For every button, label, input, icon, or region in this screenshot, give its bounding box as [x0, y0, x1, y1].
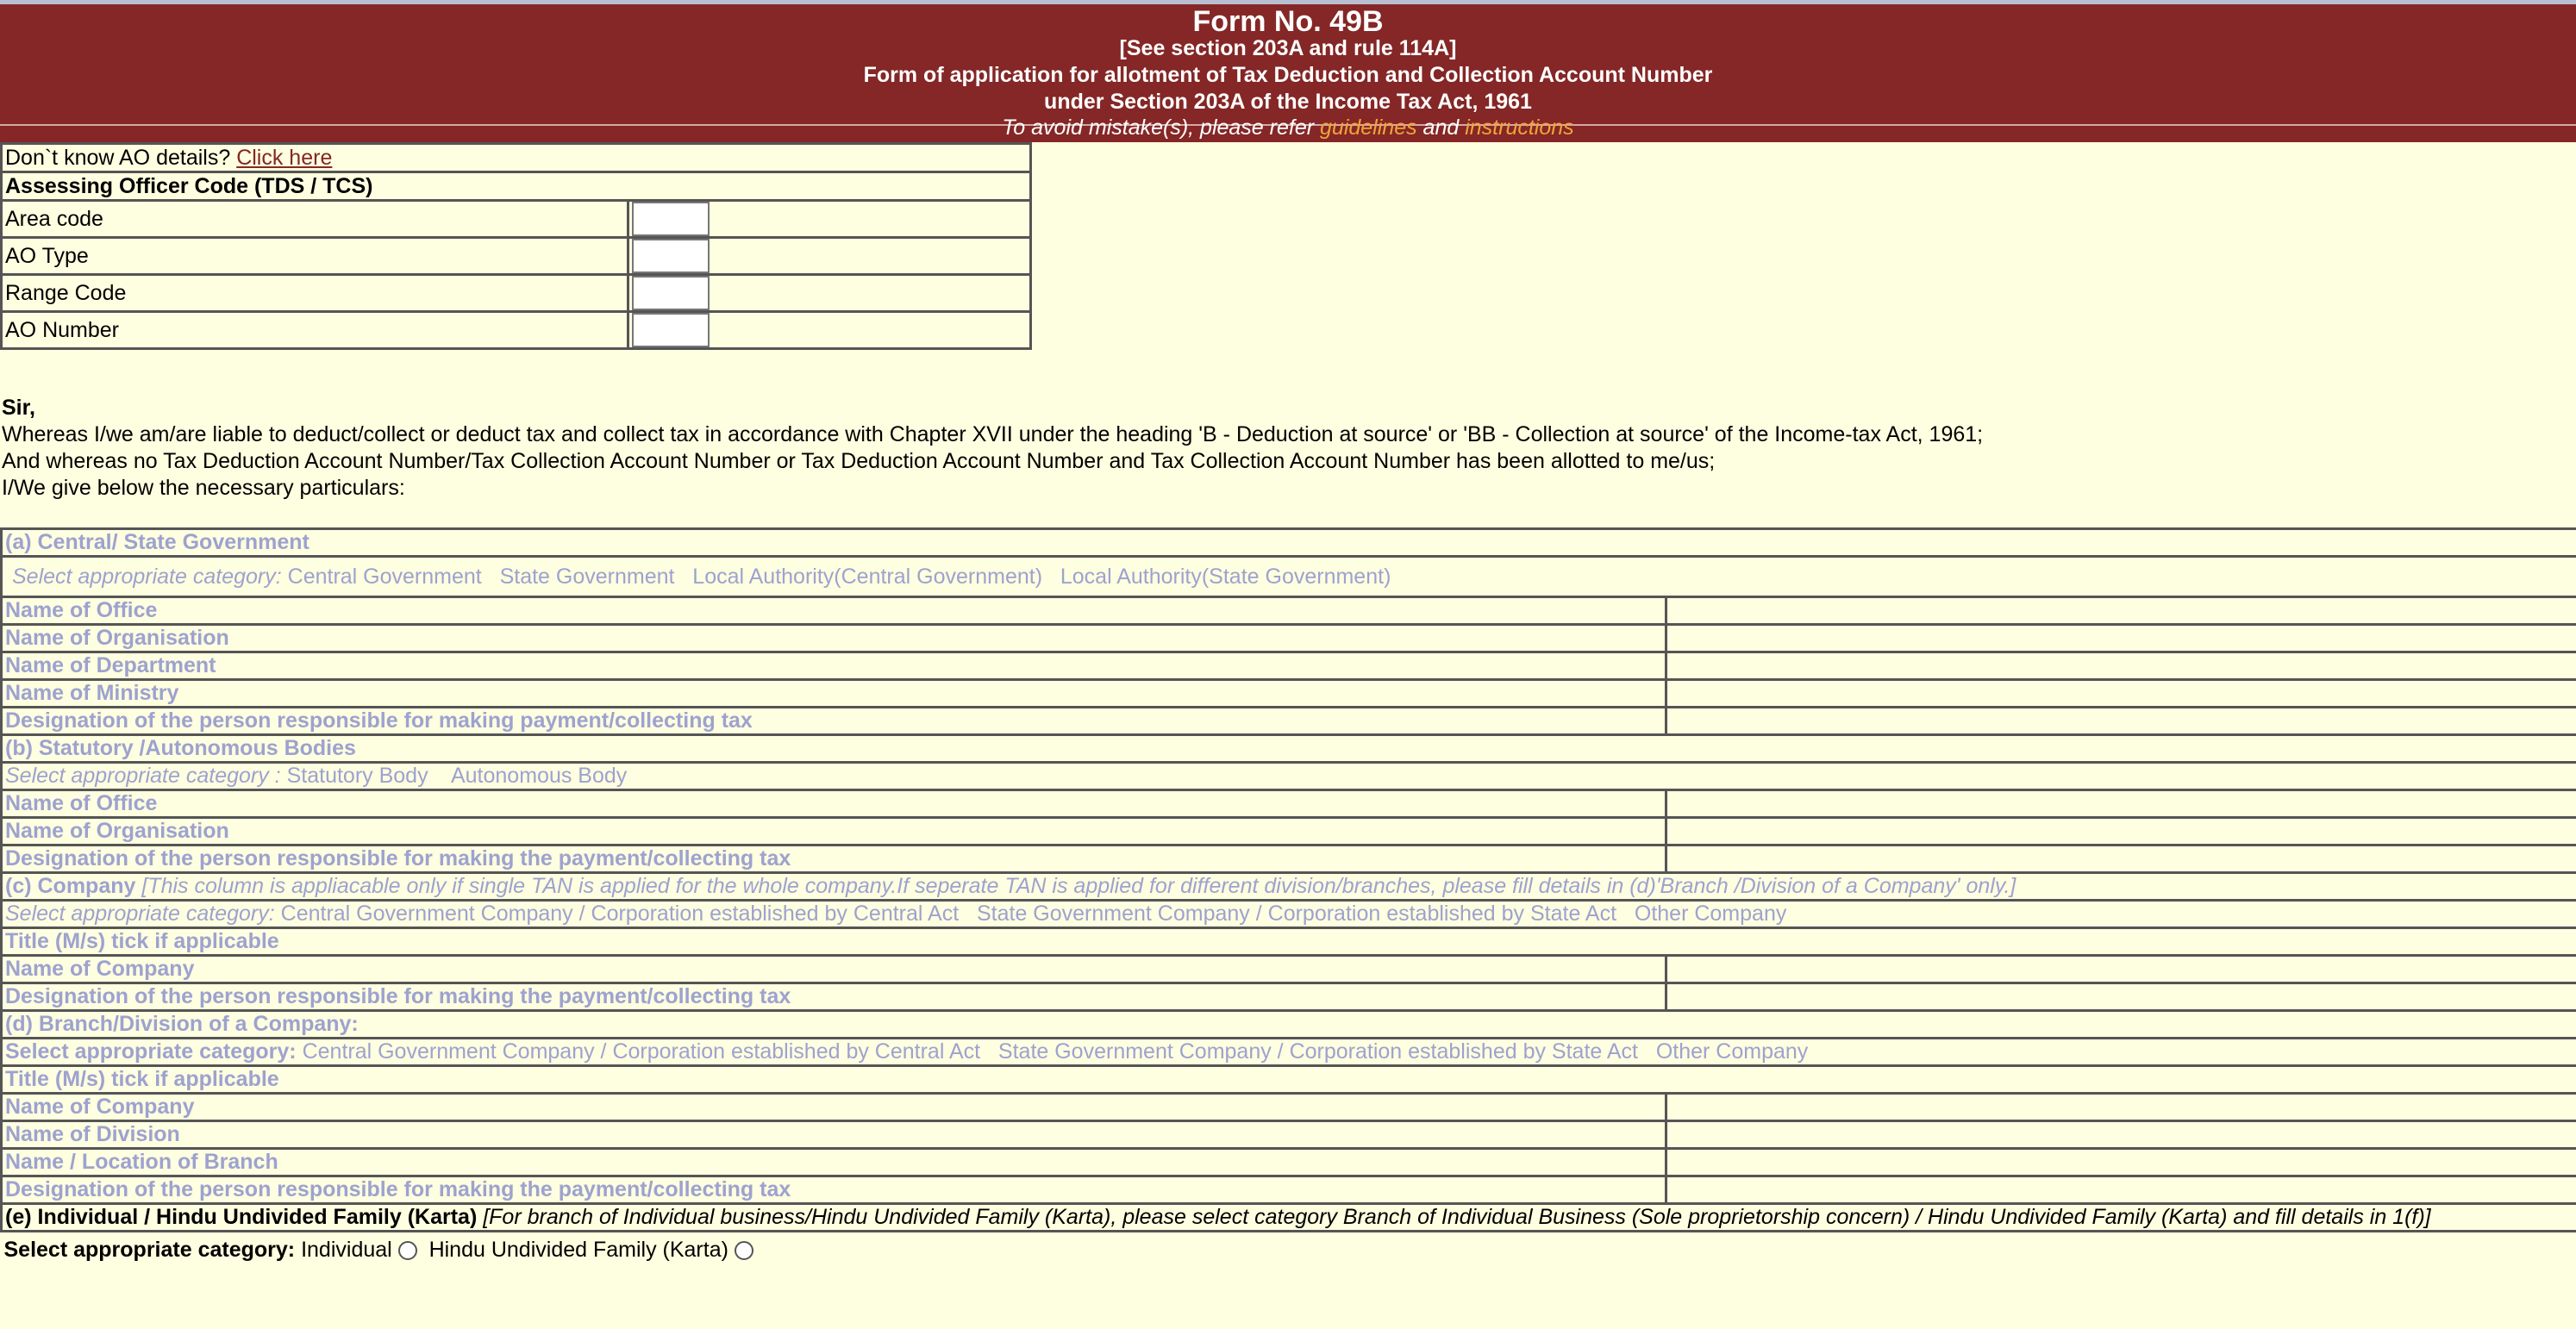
note-mid: and	[1416, 115, 1466, 140]
sec-d-division-label: Name of Division	[2, 1121, 1666, 1149]
section-c-category	[2, 901, 2576, 928]
section-a-category	[2, 557, 2576, 597]
note-prefix: To avoid mistake(s), please refer	[1002, 115, 1321, 140]
section-e-category-label: Select appropriate category:	[3, 1237, 296, 1262]
instructions-link[interactable]: instructions	[1465, 115, 1574, 140]
sec-b-designation-input[interactable]	[1666, 845, 2576, 873]
sec-c-company-label: Name of Company	[2, 956, 1666, 983]
ao-type-input[interactable]	[632, 239, 710, 273]
sec-a-organisation-input[interactable]	[1666, 625, 2576, 652]
sec-a-organisation-label: Name of Organisation	[2, 625, 1666, 652]
sec-b-designation-label: Designation of the person responsible for making the payment/collecting tax	[2, 845, 1666, 873]
sec-b-office-input[interactable]	[1666, 790, 2576, 818]
section-d-category	[2, 1039, 2576, 1066]
sec-a-ministry-input[interactable]	[1666, 680, 2576, 708]
ao-number-label: AO Number	[2, 312, 628, 349]
section-d-category-label: Select appropriate category:	[5, 1039, 297, 1064]
section-e-note: [For branch of Individual business/Hindu Undivided Family (Karta), please select category Branch of Individual Business (Sole proprietorship concern) / Hindu Undivided Family (Karta) and fill details in 1(f)]	[483, 1205, 2431, 1229]
sec-a-office-input[interactable]	[1666, 597, 2576, 625]
section-a-category-label: Select appropriate category:	[12, 564, 282, 589]
ao-code-table	[0, 142, 1032, 350]
section-b-category-options[interactable]: Statutory Body Autonomous Body	[286, 764, 628, 788]
form-subtitle-description: Form of application for allotment of Tax Deduction and Collection Account Number	[863, 63, 1713, 87]
particulars-table	[0, 527, 2576, 1267]
sec-d-branch-label: Name / Location of Branch	[2, 1149, 1666, 1176]
section-c-category-label: Select appropriate category:	[5, 902, 275, 926]
form-header	[0, 4, 2576, 142]
form-title: Form No. 49B	[1192, 5, 1384, 38]
sec-d-designation-label: Designation of the person responsible for making the payment/collecting tax	[2, 1176, 1666, 1204]
section-c-title-hint[interactable]: (M/s) tick if applicable	[54, 929, 279, 953]
sec-d-designation-input[interactable]	[1666, 1176, 2576, 1204]
section-b-category-label: Select appropriate category :	[5, 764, 281, 788]
sec-b-organisation-label: Name of Organisation	[2, 818, 1666, 845]
intro-line-1: Whereas I/we am/are liable to deduct/collect or deduct tax and collect tax in accordance with Chapter XVII under the heading 'B - Deduction at source' or 'BB - Collection at source' of the Income-tax Act, 1961;	[2, 422, 1984, 446]
section-d-category-options[interactable]: Central Government Company / Corporation established by Central Act State Government Company / Corporation established by State Act Other Company	[302, 1039, 1809, 1064]
header-note	[0, 115, 2576, 140]
sec-a-department-input[interactable]	[1666, 652, 2576, 680]
range-code-label: Range Code	[2, 275, 628, 312]
sec-d-branch-input[interactable]	[1666, 1149, 2576, 1176]
range-code-input[interactable]	[632, 276, 710, 310]
section-b-category	[2, 763, 2576, 790]
ao-heading: Assessing Officer Code (TDS / TCS)	[2, 172, 1031, 201]
huf-radio[interactable]	[735, 1241, 753, 1260]
section-d-title-hint[interactable]: (M/s) tick if applicable	[54, 1067, 279, 1091]
sec-a-department-label: Name of Department	[2, 652, 1666, 680]
section-b-heading: (b) Statutory /Autonomous Bodies	[2, 735, 2576, 763]
area-code-input[interactable]	[632, 202, 710, 236]
sec-a-office-label: Name of Office	[2, 597, 1666, 625]
ao-click-here-link[interactable]: Click here	[236, 145, 333, 170]
sec-d-company-input[interactable]	[1666, 1094, 2576, 1121]
sec-a-designation-input[interactable]	[1666, 708, 2576, 735]
sec-a-ministry-label: Name of Ministry	[2, 680, 1666, 708]
ao-number-input[interactable]	[632, 313, 710, 347]
ao-help-row	[2, 144, 1031, 172]
guidelines-link[interactable]: guidelines	[1320, 115, 1417, 140]
sec-a-designation-label: Designation of the person responsible for making payment/collecting tax	[2, 708, 1666, 735]
sec-c-designation-input[interactable]	[1666, 983, 2576, 1011]
section-e-opt-individual-label: Individual	[301, 1237, 392, 1262]
sec-b-organisation-input[interactable]	[1666, 818, 2576, 845]
section-c-note: [This column is appliacable only if single TAN is applied for the whole company.If seperate TAN is applied for different division/branches, please fill details in (d)'Branch /Division of a Company' only.]	[141, 874, 2016, 898]
section-e-category	[2, 1232, 2576, 1268]
section-a-heading: (a) Central/ State Government	[2, 529, 2576, 557]
salutation: Sir,	[2, 396, 35, 420]
section-c-category-options[interactable]: Central Government Company / Corporation established by Central Act State Government Company / Corporation established by State Act Other Company	[280, 902, 1787, 926]
section-c-title-label: Title	[5, 929, 49, 953]
section-c-heading	[2, 873, 2576, 901]
section-e-opt-huf-label: Hindu Undivided Family (Karta)	[428, 1237, 728, 1262]
sec-d-company-label: Name of Company	[2, 1094, 1666, 1121]
ao-type-label: AO Type	[2, 238, 628, 275]
ao-help-text: Don`t know AO details?	[5, 145, 237, 170]
form-subtitle-act: under Section 203A of the Income Tax Act, 1961	[1044, 90, 1532, 114]
sec-c-designation-label: Designation of the person responsible for making the payment/collecting tax	[2, 983, 1666, 1011]
section-d-heading: (d) Branch/Division of a Company:	[2, 1011, 2576, 1039]
sec-b-office-label: Name of Office	[2, 790, 1666, 818]
individual-radio[interactable]	[398, 1241, 417, 1260]
section-e-heading	[2, 1204, 2576, 1232]
sec-d-division-input[interactable]	[1666, 1121, 2576, 1149]
intro-text	[2, 395, 2571, 502]
section-d-title-row	[2, 1066, 2576, 1094]
form-subtitle-section: [See section 203A and rule 114A]	[1119, 36, 1457, 60]
intro-line-3: I/We give below the necessary particulars:	[2, 476, 405, 500]
area-code-label: Area code	[2, 201, 628, 238]
section-c-heading-text: (c) Company	[5, 874, 136, 898]
section-d-title-label: Title	[5, 1067, 49, 1091]
intro-line-2: And whereas no Tax Deduction Account Number/Tax Collection Account Number or Tax Deduction Account Number and Tax Collection Account Number has been allotted to me/us;	[2, 449, 1716, 473]
sec-c-company-input[interactable]	[1666, 956, 2576, 983]
section-e-heading-text: (e) Individual / Hindu Undivided Family (Karta)	[5, 1205, 478, 1229]
section-c-title-row	[2, 928, 2576, 956]
section-a-category-options[interactable]: Central Government State Government Local Authority(Central Government) Local Authority(State Government)	[287, 564, 1391, 589]
